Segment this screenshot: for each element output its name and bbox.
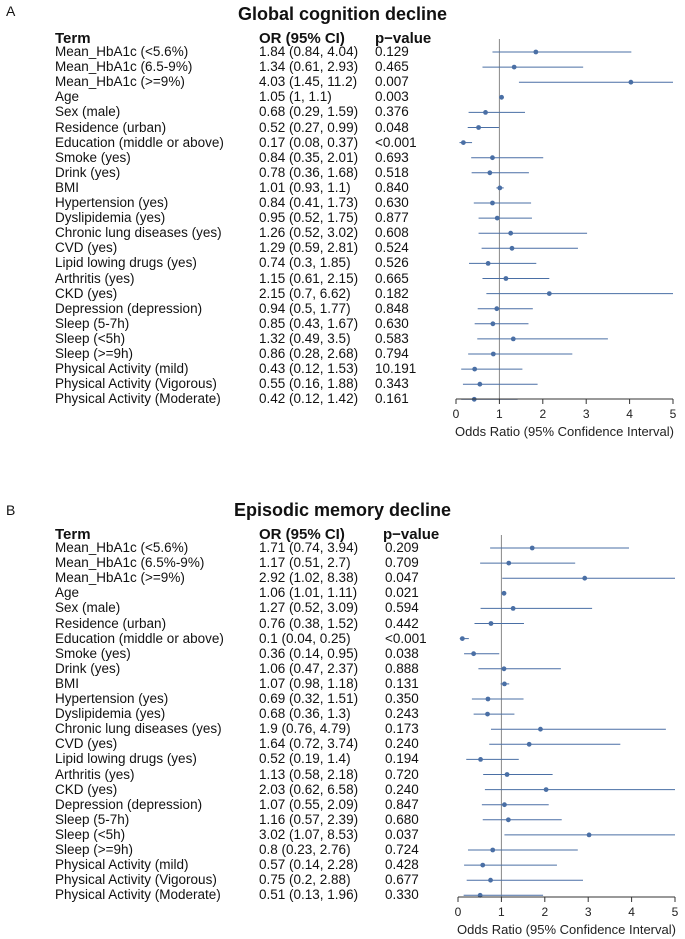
row-p-1: 0.209 [385, 540, 419, 555]
row-or-16: 1.15 (0.61, 2.15) [259, 270, 359, 286]
row-term-12: Dyslipidemia (yes) [55, 706, 166, 722]
row-term-16: Arthritis (yes) [55, 766, 135, 782]
row-term-5: Sex (male) [55, 600, 121, 616]
row-term-24: Physical Activity (Moderate) [55, 391, 221, 407]
x-tick-label-3: 3 [582, 407, 590, 421]
row-term-16: Arthritis (yes) [55, 270, 135, 286]
row-or-23: 0.55 (0.16, 1.88) [259, 376, 359, 392]
or-marker-21 [491, 352, 496, 357]
panel-b-header-or: OR (95% CI) [259, 526, 345, 543]
row-term-11: Hypertension (yes) [55, 691, 169, 706]
row-term-23: Physical Activity (Vigorous) [55, 872, 217, 888]
or-marker-15 [478, 757, 483, 762]
x-tick-label-4: 4 [626, 407, 633, 421]
row-p-17: 0.240 [385, 781, 419, 797]
x-axis-label: Odds Ratio (95% Confidence Interval) [455, 424, 674, 439]
or-marker-19 [506, 817, 511, 822]
row-p-21: 0.724 [385, 842, 419, 857]
row-term-14: CVD (yes) [55, 240, 118, 256]
row-term-15: Lipid lowing drugs (yes) [55, 751, 197, 767]
row-or-17: 2.03 (0.62, 6.58) [259, 781, 359, 797]
or-marker-10 [502, 682, 507, 687]
x-tick-label-0: 0 [454, 905, 462, 919]
row-term-21: Sleep (>=9h) [55, 346, 134, 361]
row-or-5: 1.27 (0.52, 3.09) [259, 600, 359, 616]
row-p-15: 0.526 [375, 255, 409, 271]
row-p-3: 0.047 [385, 570, 419, 586]
row-or-10: 1.07 (0.98, 1.18) [259, 675, 359, 691]
row-or-18: 1.07 (0.55, 2.09) [259, 796, 359, 812]
row-p-3: 0.007 [375, 74, 409, 90]
panel-a-header-term: Term [55, 30, 91, 47]
row-or-13: 1.9 (0.76, 4.79) [259, 721, 351, 737]
or-marker-7 [460, 636, 465, 641]
row-term-13: Chronic lung diseases (yes) [55, 721, 222, 737]
or-marker-5 [483, 110, 488, 115]
row-p-6: 0.048 [375, 119, 409, 135]
row-p-21: 0.794 [375, 346, 409, 361]
or-marker-22 [480, 863, 485, 868]
row-term-21: Sleep (>=9h) [55, 842, 134, 857]
row-p-17: 0.182 [375, 285, 409, 301]
row-or-7: 0.17 (0.08, 0.37) [259, 134, 359, 150]
row-p-4: 0.021 [385, 585, 419, 601]
row-p-19: 0.680 [385, 811, 419, 827]
row-p-18: 0.847 [385, 796, 419, 812]
row-p-2: 0.709 [385, 555, 419, 571]
row-or-22: 0.43 (0.12, 1.53) [259, 361, 359, 377]
row-p-9: 0.518 [375, 164, 409, 180]
or-marker-18 [502, 802, 507, 807]
row-or-11: 0.84 (0.41, 1.73) [259, 195, 359, 210]
or-marker-15 [486, 261, 491, 266]
or-marker-3 [582, 576, 587, 581]
x-axis-label: Odds Ratio (95% Confidence Interval) [457, 922, 676, 937]
row-term-13: Chronic lung diseases (yes) [55, 225, 222, 241]
row-p-20: 0.037 [385, 826, 419, 842]
row-term-8: Smoke (yes) [55, 645, 131, 661]
row-term-4: Age [55, 585, 80, 601]
row-p-11: 0.630 [375, 195, 409, 210]
panel-b [0, 470, 685, 939]
row-term-6: Residence (urban) [55, 615, 167, 631]
row-p-20: 0.583 [375, 330, 409, 346]
row-p-13: 0.608 [375, 225, 409, 241]
row-term-1: Mean_HbA1c (<5.6%) [55, 44, 189, 59]
row-p-5: 0.594 [385, 600, 419, 616]
row-or-13: 1.26 (0.52, 3.02) [259, 225, 359, 241]
row-p-12: 0.243 [385, 706, 419, 722]
row-term-2: Mean_HbA1c (6.5%-9%) [55, 555, 205, 571]
or-marker-13 [508, 231, 513, 236]
row-or-20: 1.32 (0.49, 3.5) [259, 330, 351, 346]
row-term-14: CVD (yes) [55, 736, 118, 752]
row-p-4: 0.003 [375, 89, 409, 105]
panel-a [0, 0, 685, 450]
row-or-23: 0.75 (0.2, 2.88) [259, 872, 351, 888]
or-marker-14 [527, 742, 532, 747]
row-term-3: Mean_HbA1c (>=9%) [55, 570, 185, 586]
row-p-22: 10.191 [375, 361, 417, 377]
row-term-22: Physical Activity (mild) [55, 857, 189, 873]
row-p-5: 0.376 [375, 104, 409, 120]
row-p-9: 0.888 [385, 660, 419, 676]
panel-a-forest-plot [0, 0, 685, 450]
row-term-23: Physical Activity (Vigorous) [55, 376, 217, 392]
row-or-15: 0.74 (0.3, 1.85) [259, 255, 351, 271]
row-p-8: 0.693 [375, 149, 409, 165]
panel-b-header-p: p−value [383, 526, 440, 543]
row-term-10: BMI [55, 179, 80, 195]
row-p-14: 0.240 [385, 736, 419, 752]
row-term-22: Physical Activity (mild) [55, 361, 189, 377]
row-term-19: Sleep (5-7h) [55, 811, 130, 827]
or-marker-21 [490, 848, 495, 853]
row-or-12: 0.68 (0.36, 1.3) [259, 706, 351, 722]
row-or-20: 3.02 (1.07, 8.53) [259, 826, 359, 842]
row-p-23: 0.677 [385, 872, 419, 888]
row-or-24: 0.51 (0.13, 1.96) [259, 887, 359, 903]
panel-b-title: Episodic memory decline [233, 500, 452, 520]
row-p-6: 0.442 [385, 615, 419, 631]
row-p-16: 0.720 [385, 766, 419, 782]
row-or-5: 0.68 (0.29, 1.59) [259, 104, 359, 120]
x-tick-label-3: 3 [584, 905, 592, 919]
x-tick-label-1: 1 [498, 905, 505, 919]
row-p-16: 0.665 [375, 270, 409, 286]
or-marker-8 [471, 651, 476, 656]
row-p-2: 0.465 [375, 59, 409, 75]
panel-a-letter: A [6, 3, 16, 19]
row-or-7: 0.1 (0.04, 0.25) [259, 630, 351, 646]
row-p-1: 0.129 [375, 44, 409, 59]
x-tick-label-5: 5 [669, 407, 677, 421]
row-p-22: 0.428 [385, 857, 419, 873]
row-term-15: Lipid lowing drugs (yes) [55, 255, 197, 271]
row-term-12: Dyslipidemia (yes) [55, 210, 166, 226]
or-marker-2 [506, 561, 511, 566]
row-or-24: 0.42 (0.12, 1.42) [259, 391, 359, 407]
or-marker-14 [510, 246, 515, 251]
or-marker-11 [490, 201, 495, 206]
row-p-13: 0.173 [385, 721, 419, 737]
row-or-12: 0.95 (0.52, 1.75) [259, 210, 359, 226]
row-p-19: 0.630 [375, 315, 409, 331]
or-marker-11 [486, 697, 491, 702]
row-p-7: <0.001 [375, 134, 417, 150]
row-or-16: 1.13 (0.58, 2.18) [259, 766, 359, 782]
row-or-9: 0.78 (0.36, 1.68) [259, 164, 359, 180]
or-marker-17 [544, 787, 549, 792]
x-tick-label-4: 4 [628, 905, 635, 919]
row-or-3: 4.03 (1.45, 11.2) [259, 74, 358, 90]
row-term-10: BMI [55, 675, 80, 691]
row-or-1: 1.84 (0.84, 4.04) [259, 44, 359, 59]
row-or-6: 0.52 (0.27, 0.99) [259, 119, 359, 135]
row-or-19: 1.16 (0.57, 2.39) [259, 811, 359, 827]
or-marker-10 [497, 186, 502, 191]
row-or-2: 1.34 (0.61, 2.93) [259, 59, 359, 75]
x-tick-label-2: 2 [541, 905, 549, 919]
row-term-18: Depression (depression) [55, 300, 203, 316]
row-or-8: 0.36 (0.14, 0.95) [259, 645, 359, 661]
row-term-7: Education (middle or above) [55, 134, 224, 150]
panel-b-forest-plot [0, 470, 685, 939]
row-or-4: 1.06 (1.01, 1.11) [259, 585, 358, 601]
or-marker-2 [512, 65, 517, 70]
row-term-3: Mean_HbA1c (>=9%) [55, 74, 185, 90]
row-or-14: 1.64 (0.72, 3.74) [259, 736, 359, 752]
panel-a-title: Global cognition decline [237, 4, 447, 24]
row-p-10: 0.840 [375, 179, 409, 195]
row-or-15: 0.52 (0.19, 1.4) [259, 751, 351, 767]
row-p-8: 0.038 [385, 645, 419, 661]
row-or-19: 0.85 (0.43, 1.67) [259, 315, 359, 331]
row-term-24: Physical Activity (Moderate) [55, 887, 221, 903]
or-marker-23 [488, 878, 493, 883]
or-marker-4 [502, 591, 507, 596]
row-or-21: 0.86 (0.28, 2.68) [259, 346, 359, 361]
or-marker-8 [490, 155, 495, 160]
row-p-14: 0.524 [375, 240, 409, 256]
row-term-4: Age [55, 89, 80, 105]
row-term-8: Smoke (yes) [55, 149, 131, 165]
or-marker-12 [495, 216, 500, 221]
row-term-17: CKD (yes) [55, 285, 118, 301]
or-marker-19 [490, 321, 495, 326]
or-marker-5 [511, 606, 516, 611]
or-marker-1 [530, 546, 535, 551]
or-marker-6 [476, 125, 481, 130]
or-marker-3 [629, 80, 634, 85]
row-term-17: CKD (yes) [55, 781, 118, 797]
or-marker-16 [504, 276, 509, 281]
row-p-11: 0.350 [385, 691, 419, 706]
or-marker-12 [485, 712, 490, 717]
row-or-4: 1.05 (1, 1.1) [259, 89, 332, 105]
or-marker-7 [461, 140, 466, 145]
or-marker-13 [538, 727, 543, 732]
or-marker-1 [533, 50, 538, 55]
row-p-12: 0.877 [375, 210, 409, 226]
row-p-24: 0.330 [385, 887, 419, 903]
row-or-18: 0.94 (0.5, 1.77) [259, 300, 351, 316]
or-marker-16 [505, 772, 510, 777]
panel-b-header-term: Term [55, 526, 91, 543]
row-or-6: 0.76 (0.38, 1.52) [259, 615, 359, 631]
row-or-21: 0.8 (0.23, 2.76) [259, 842, 351, 857]
row-term-20: Sleep (<5h) [55, 826, 126, 842]
or-marker-18 [494, 306, 499, 311]
row-or-8: 0.84 (0.35, 2.01) [259, 149, 359, 165]
row-term-5: Sex (male) [55, 104, 121, 120]
panel-a-header-or: OR (95% CI) [259, 30, 345, 47]
row-or-1: 1.71 (0.74, 3.94) [259, 540, 359, 555]
row-p-24: 0.161 [375, 391, 409, 407]
row-term-2: Mean_HbA1c (6.5-9%) [55, 59, 193, 75]
row-term-11: Hypertension (yes) [55, 195, 169, 210]
row-term-9: Drink (yes) [55, 660, 121, 676]
row-p-7: <0.001 [385, 630, 427, 646]
row-or-10: 1.01 (0.93, 1.1) [259, 179, 351, 195]
row-p-10: 0.131 [385, 675, 419, 691]
row-or-17: 2.15 (0.7, 6.62) [259, 285, 351, 301]
or-marker-20 [587, 833, 592, 838]
row-term-1: Mean_HbA1c (<5.6%) [55, 540, 189, 555]
row-or-14: 1.29 (0.59, 2.81) [259, 240, 359, 256]
row-or-22: 0.57 (0.14, 2.28) [259, 857, 359, 873]
or-marker-23 [477, 382, 482, 387]
row-or-9: 1.06 (0.47, 2.37) [259, 660, 359, 676]
row-term-7: Education (middle or above) [55, 630, 224, 646]
row-or-2: 1.17 (0.51, 2.7) [259, 555, 351, 571]
x-tick-label-1: 1 [496, 407, 503, 421]
row-term-6: Residence (urban) [55, 119, 167, 135]
or-marker-4 [499, 95, 504, 100]
or-marker-9 [487, 170, 492, 175]
or-marker-22 [472, 367, 477, 372]
row-p-18: 0.848 [375, 300, 409, 316]
row-p-23: 0.343 [375, 376, 409, 392]
or-marker-9 [502, 666, 507, 671]
x-tick-label-2: 2 [539, 407, 547, 421]
row-or-3: 2.92 (1.02, 8.38) [259, 570, 359, 586]
or-marker-17 [547, 291, 552, 296]
x-tick-label-5: 5 [671, 905, 679, 919]
or-marker-6 [489, 621, 494, 626]
row-term-19: Sleep (5-7h) [55, 315, 130, 331]
or-marker-20 [511, 337, 516, 342]
x-tick-label-0: 0 [452, 407, 460, 421]
row-p-15: 0.194 [385, 751, 419, 767]
panel-b-letter: B [6, 502, 16, 518]
row-or-11: 0.69 (0.32, 1.51) [259, 691, 359, 706]
row-term-18: Depression (depression) [55, 796, 203, 812]
row-term-9: Drink (yes) [55, 164, 121, 180]
row-term-20: Sleep (<5h) [55, 330, 126, 346]
panel-a-header-p: p−value [375, 30, 432, 47]
